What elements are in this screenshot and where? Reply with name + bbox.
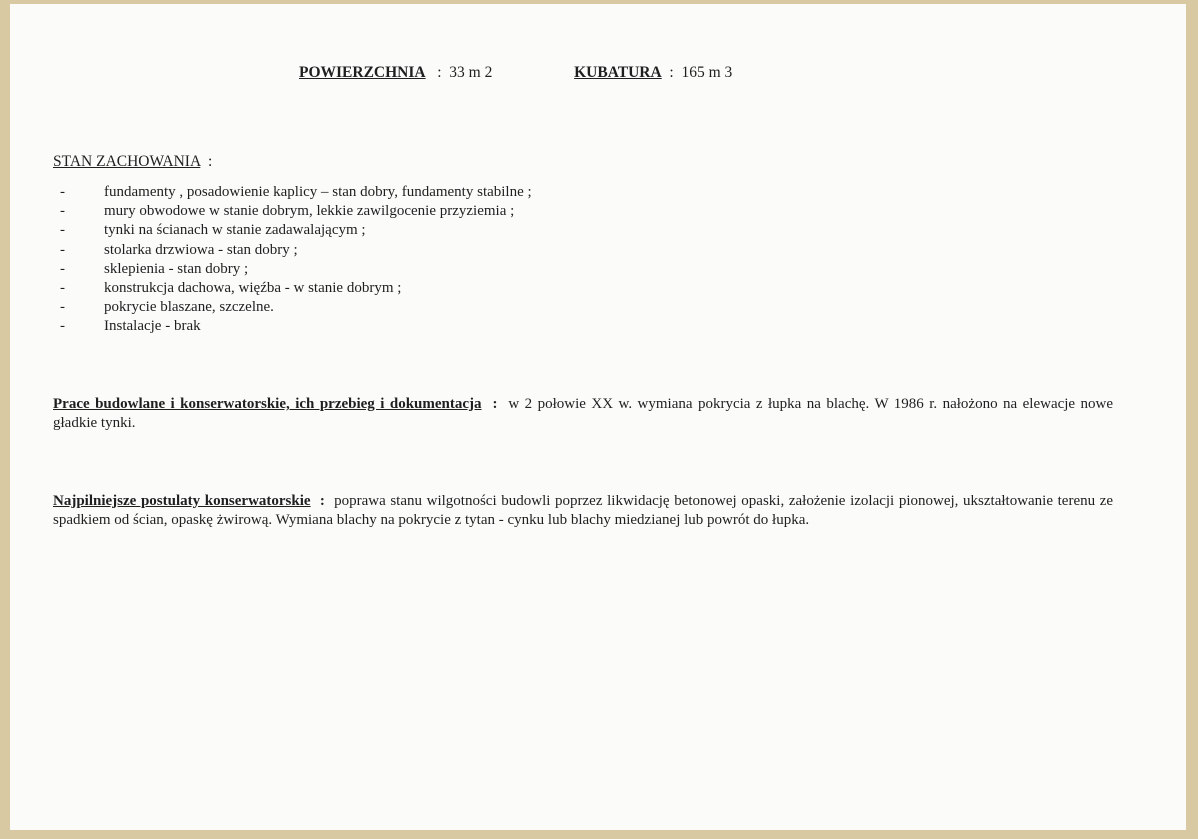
condition-item-text: tynki na ścianach w stanie zadawalającym ; [104, 222, 366, 239]
dash-bullet: - [60, 299, 65, 316]
dash-bullet: - [60, 184, 65, 200]
works-label: Prace budowlane i konserwatorskie, ich przebieg i dokumentacja [53, 396, 482, 412]
condition-title: STAN ZACHOWANIA [53, 153, 201, 170]
list-item [53, 221, 532, 240]
dash-bullet: - [60, 241, 65, 258]
volume-label: KUBATURA [574, 64, 662, 81]
area-value: 33 m 2 [449, 64, 493, 81]
postulates-label: Najpilniejsze postulaty konserwatorskie [53, 493, 311, 509]
dash-bullet: - [60, 222, 65, 239]
dash-bullet: - [60, 260, 65, 277]
dash-bullet: - [60, 318, 65, 335]
list-item [53, 260, 532, 279]
list-item [53, 202, 532, 221]
condition-item-text: fundamenty , posadowienie kaplicy – stan dobry, fundamenty stabilne ; [104, 184, 532, 200]
condition-item-text: stolarka drzwiowa - stan dobry ; [104, 241, 298, 258]
list-item [53, 183, 532, 202]
works-separator: : [492, 396, 498, 412]
area-volume-line [299, 63, 732, 82]
condition-item-text: pokrycie blaszane, szczelne. [104, 299, 274, 316]
dash-bullet: - [60, 203, 65, 220]
list-item [53, 317, 532, 336]
postulates-separator: : [319, 493, 325, 509]
dash-bullet: - [60, 279, 65, 296]
document-page [10, 4, 1186, 830]
condition-section-title [53, 152, 212, 171]
list-item [53, 298, 532, 317]
volume-separator: : [669, 64, 674, 81]
condition-item-text: Instalacje - brak [104, 318, 201, 335]
postulates-paragraph [53, 492, 1113, 530]
postulates-text: poprawa stanu wilgotności budowli poprzez likwidację betonowej opaski, założenie izolacji pionowej, ukształtowanie terenu ze spadkiem od ścian, opaskę żwirową. Wymiana blachy na pokrycie z tytan - cynku lub blachy miedzianej lub powrót do łupka. [53, 493, 1114, 528]
condition-list [53, 183, 532, 337]
list-item [53, 279, 532, 298]
condition-item-text: sklepienia - stan dobry ; [104, 260, 249, 277]
area-separator: : [437, 64, 442, 81]
works-text: w 2 połowie XX w. wymiana pokrycia z łupka na blachę. W 1986 r. nałożono na elewacje nowe gładkie tynki. [53, 396, 1114, 431]
works-paragraph [53, 395, 1113, 433]
condition-title-separator: : [208, 153, 213, 170]
area-label: POWIERZCHNIA [299, 64, 426, 81]
condition-item-text: mury obwodowe w stanie dobrym, lekkie zawilgocenie przyziemia ; [104, 203, 515, 220]
condition-item-text: konstrukcja dachowa, więźba - w stanie dobrym ; [104, 279, 402, 296]
list-item [53, 241, 532, 260]
volume-value: 165 m 3 [681, 64, 733, 81]
